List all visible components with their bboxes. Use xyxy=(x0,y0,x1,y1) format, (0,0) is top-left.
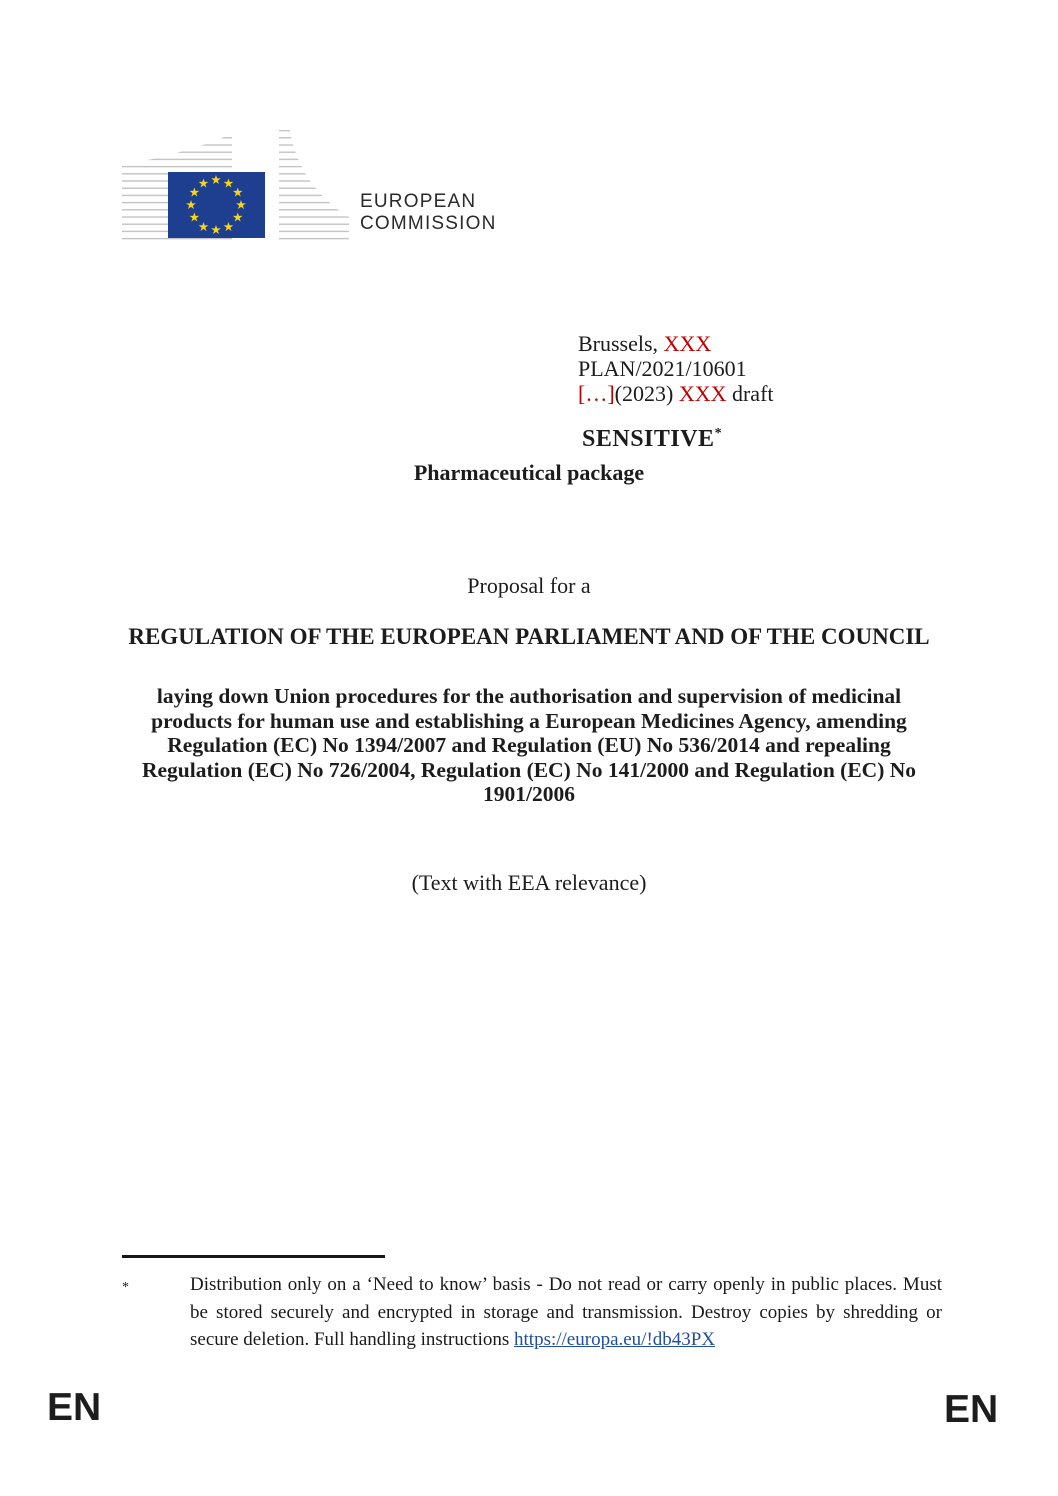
subject-line: products for human use and establishing a European Medicines Agency, amending xyxy=(151,708,907,733)
language-code-left: EN xyxy=(47,1386,102,1429)
footnote xyxy=(122,1271,942,1354)
language-code-right: EN xyxy=(944,1388,999,1431)
svg-text:★: ★ xyxy=(222,175,235,191)
doc-ref-year: (2023) xyxy=(614,381,679,406)
org-name-line1: EUROPEAN xyxy=(360,191,477,212)
doc-ref-placeholder: XXX xyxy=(678,381,727,406)
reference-block xyxy=(578,331,774,406)
svg-text:★: ★ xyxy=(188,209,200,225)
subject-line: Regulation (EC) No 1394/2007 and Regulation (EU) No 536/2014 and repealing xyxy=(167,733,891,757)
footnote-text xyxy=(190,1271,942,1354)
footnote-link[interactable]: https://europa.eu/!db43PX xyxy=(514,1329,716,1350)
svg-text:★: ★ xyxy=(197,218,210,234)
package-title: Pharmaceutical package xyxy=(413,460,645,485)
date-placeholder: XXX xyxy=(663,331,712,356)
subject-line: Regulation (EC) No 726/2004, Regulation (EC) No 141/2000 and Regulation (EC) No xyxy=(141,757,917,782)
svg-text:★: ★ xyxy=(197,175,210,191)
svg-text:★: ★ xyxy=(222,218,235,234)
organization-name xyxy=(360,191,497,235)
doc-ref-bracket: […] xyxy=(578,381,615,406)
proposal-title: REGULATION OF THE EUROPEAN PARLIAMENT AND OF THE COUNCIL xyxy=(128,624,930,649)
place-label: Brussels, xyxy=(578,331,664,356)
proposal-intro: Proposal for a xyxy=(467,573,591,598)
subject-line: 1901/2006 xyxy=(483,782,575,806)
subject-line: laying down Union procedures for the authorisation and supervision of medicinal xyxy=(156,684,902,708)
footnote-body: Distribution only on a ‘Need to know’ basis - Do not read or carry openly in public places. Must be stored securely and encrypted in storage and transmission. Destroy copies by shredding or secure deletion. Full handling instructions xyxy=(190,1274,942,1350)
sensitivity-marking xyxy=(582,426,722,453)
footnote-marker: * xyxy=(122,1280,129,1295)
doc-ref-suffix: draft xyxy=(726,381,774,406)
place-date-line xyxy=(578,331,774,356)
svg-text:★: ★ xyxy=(235,197,247,213)
svg-text:★: ★ xyxy=(185,197,197,213)
proposal-subject xyxy=(0,684,1058,807)
footnote-separator xyxy=(122,1255,385,1258)
svg-text:★: ★ xyxy=(232,209,244,225)
document-reference-line xyxy=(578,381,774,406)
svg-text:★: ★ xyxy=(188,184,200,200)
footnote-reference: * xyxy=(714,426,723,441)
svg-text:★: ★ xyxy=(210,172,222,188)
org-name-line2: COMMISSION xyxy=(360,213,497,234)
logo-wave-right xyxy=(279,127,349,243)
plan-reference: PLAN/2021/10601 xyxy=(578,356,747,381)
eea-relevance-note: (Text with EEA relevance) xyxy=(411,870,647,895)
svg-text:★: ★ xyxy=(210,222,222,238)
sensitivity-label: SENSITIVE xyxy=(582,426,715,452)
svg-text:★: ★ xyxy=(232,184,244,200)
european-commission-logo xyxy=(114,127,354,249)
